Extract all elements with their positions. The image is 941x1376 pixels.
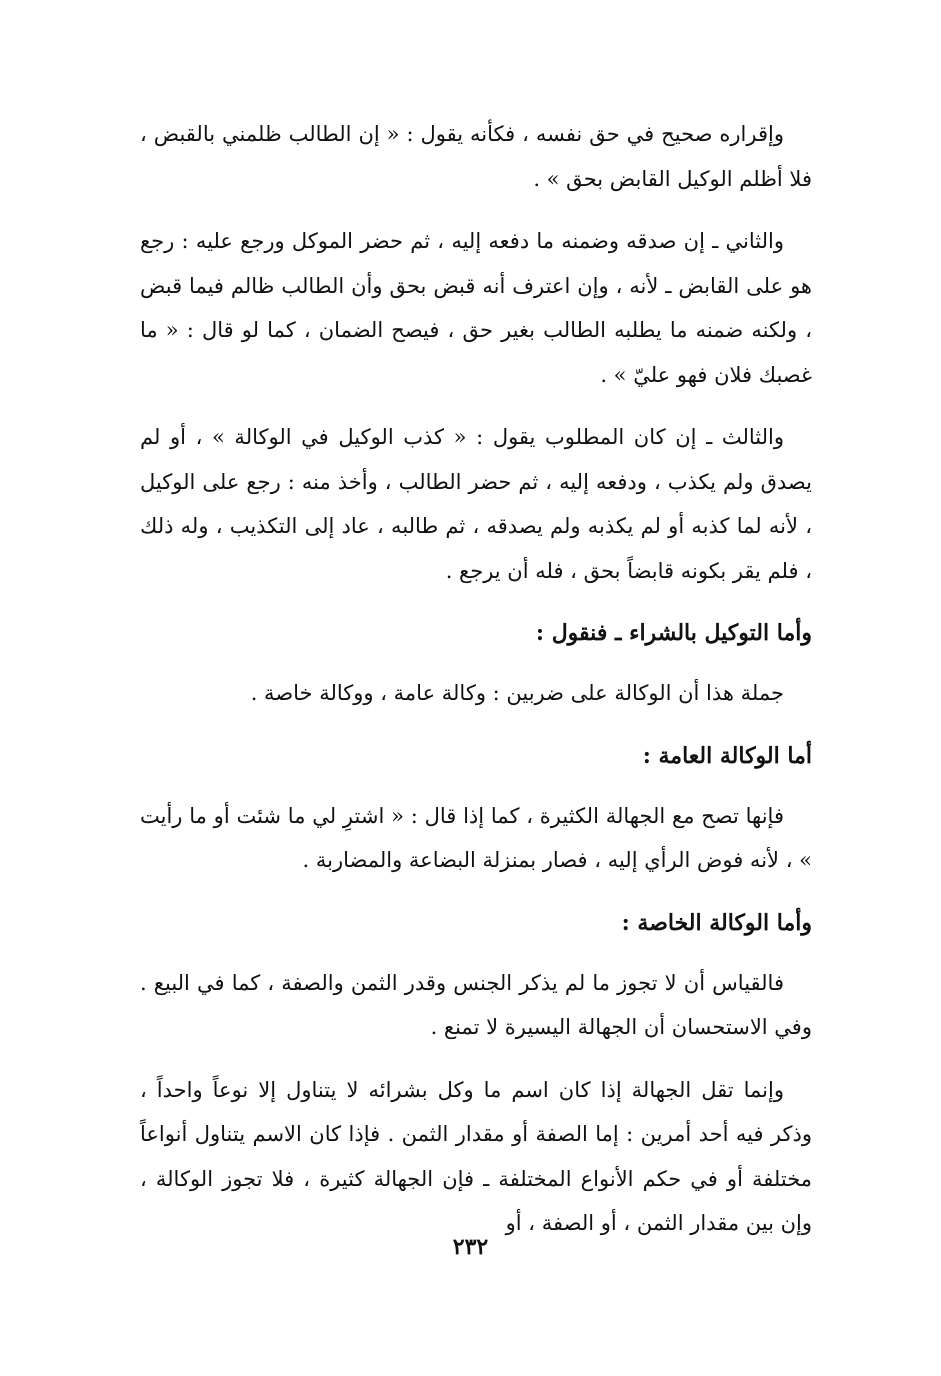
paragraph-6: فالقياس أن لا تجوز ما لم يذكر الجنس وقدر الثمن والصفة ، كما في البيع . وفي الاستحسان أن الجهالة اليسيرة لا تمنع . <box>140 970 812 1039</box>
page-number: ٢٣٢ <box>452 1234 489 1260</box>
paragraph-1: وإقراره صحيح في حق نفسه ، فكأنه يقول : « إن الطالب ظلمني بالقبض ، فلا أظلم الوكيل القابض بحق » . <box>140 122 812 191</box>
heading-special-agency: وأما الوكالة الخاصة : <box>621 909 812 936</box>
heading-general-agency: أما الوكالة العامة : <box>642 742 812 769</box>
paragraph-5: فإنها تصح مع الجهالة الكثيرة ، كما إذا قال : « اشترِ لي ما شئت أو ما رأيت » ، لأنه فوض الرأي إليه ، فصار بمنزلة البضاعة والمضاربة . <box>140 803 812 872</box>
paragraph-2: والثاني ـ إن صدقه وضمنه ما دفعه إليه ، ثم حضر الموكل ورجع عليه : رجع هو على القابض ـ لأنه ، وإن اعترف أنه قبض بحق وأن الطالب ظالم فيما قبض ، ولكنه ضمنه ما يطلبه الطالب بغير حق ، فيصح الضمان ، كما لو قال : « ما غصبك فلان فهو عليّ » . <box>140 229 813 387</box>
heading-purchase-agency: وأما التوكيل بالشراء ـ فنقول : <box>535 620 812 646</box>
page-body <box>140 112 812 1264</box>
paragraph-4: جملة هذا أن الوكالة على ضربين : وكالة عامة ، ووكالة خاصة . <box>250 681 784 705</box>
paragraph-3: والثالث ـ إن كان المطلوب يقول : « كذب الوكيل في الوكالة » ، أو لم يصدق ولم يكذب ، ودفعه إليه ، ثم حضر الطالب ، وأخذ منه : رجع على الوكيل ، لأنه لما كذبه أو لم يكذبه ولم يصدقه ، ثم طالبه ، عاد إلى التكذيب ، وله ذلك ، فلم يقر بكونه قابضاً بحق ، فله أن يرجع . <box>140 425 812 583</box>
paragraph-7: وإنما تقل الجهالة إذا كان اسم ما وكل بشرائه لا يتناول إلا نوعاً واحداً ، وذكر فيه أحد أمرين : إما الصفة أو مقدار الثمن . فإذا كان الاسم يتناول أنواعاً مختلفة أو في حكم الأنواع المختلفة ـ فإن الجهالة كثيرة ، فلا تجوز الوكالة ، وإن بين مقدار الثمن ، أو الصفة ، أو <box>140 1077 812 1235</box>
